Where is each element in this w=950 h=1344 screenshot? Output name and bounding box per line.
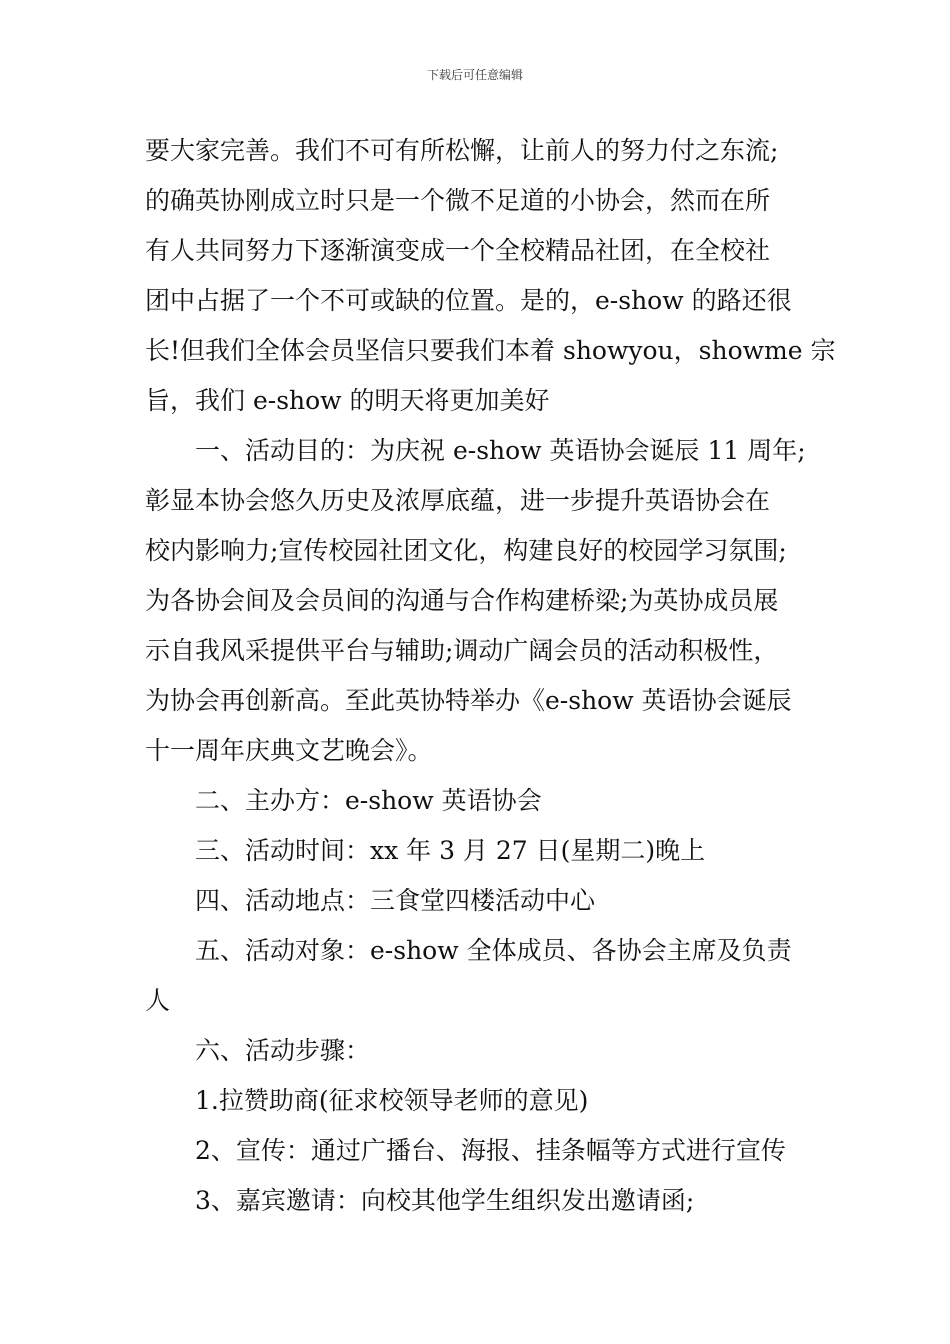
text-line-10: 为各协会间及会员间的沟通与合作构建桥梁;为英协成员展 (145, 586, 779, 615)
text-line-9: 校内影响力;宣传校园社团文化，构建良好的校园学习氛围; (145, 536, 787, 565)
text-line-8: 彰显本协会悠久历史及浓厚底蕴，进一步提升英语协会在 (145, 486, 771, 515)
text-line-18: 人 (145, 986, 171, 1015)
text-line-2: 的确英协刚成立时只是一个微不足道的小协会，然而在所 (145, 186, 771, 215)
step-1: 1.拉赞助商(征求校领导老师的意见) (195, 1086, 589, 1115)
step-2: 2、宣传：通过广播台、海报、挂条幅等方式进行宣传 (195, 1136, 786, 1165)
text-line-4: 团中占据了一个不可或缺的位置。是的，e-show 的路还很 (145, 286, 792, 315)
section-steps: 六、活动步骤： (195, 1036, 371, 1065)
text-line-13: 十一周年庆典文艺晚会》。 (145, 736, 433, 765)
text-line-1: 要大家完善。我们不可有所松懈，让前人的努力付之东流; (145, 136, 779, 165)
section-time: 三、活动时间：xx 年 3 月 27 日(星期二)晚上 (195, 836, 706, 865)
section-organizer: 二、主办方：e-show 英语协会 (195, 786, 542, 815)
document-body (145, 126, 836, 1226)
section-audience: 五、活动对象：e-show 全体成员、各协会主席及负责 (195, 936, 792, 965)
text-line-5: 长!但我们全体会员坚信只要我们本着 showyou，showme 宗 (145, 336, 836, 365)
text-line-6: 旨，我们 e-show 的明天将更加美好 (145, 386, 550, 415)
text-line-11: 示自我风采提供平台与辅助;调动广阔会员的活动积极性， (145, 636, 779, 665)
text-line-3: 有人共同努力下逐渐演变成一个全校精品社团，在全校社 (145, 236, 771, 265)
section-purpose: 一、活动目的：为庆祝 e-show 英语协会诞辰 11 周年; (195, 436, 806, 465)
section-location: 四、活动地点：三食堂四楼活动中心 (195, 886, 596, 915)
step-3: 3、嘉宾邀请：向校其他学生组织发出邀请函; (195, 1186, 695, 1215)
page-header: 下载后可任意编辑 (426, 68, 523, 82)
text-line-12: 为协会再创新高。至此英协特举办《e-show 英语协会诞辰 (145, 686, 792, 715)
